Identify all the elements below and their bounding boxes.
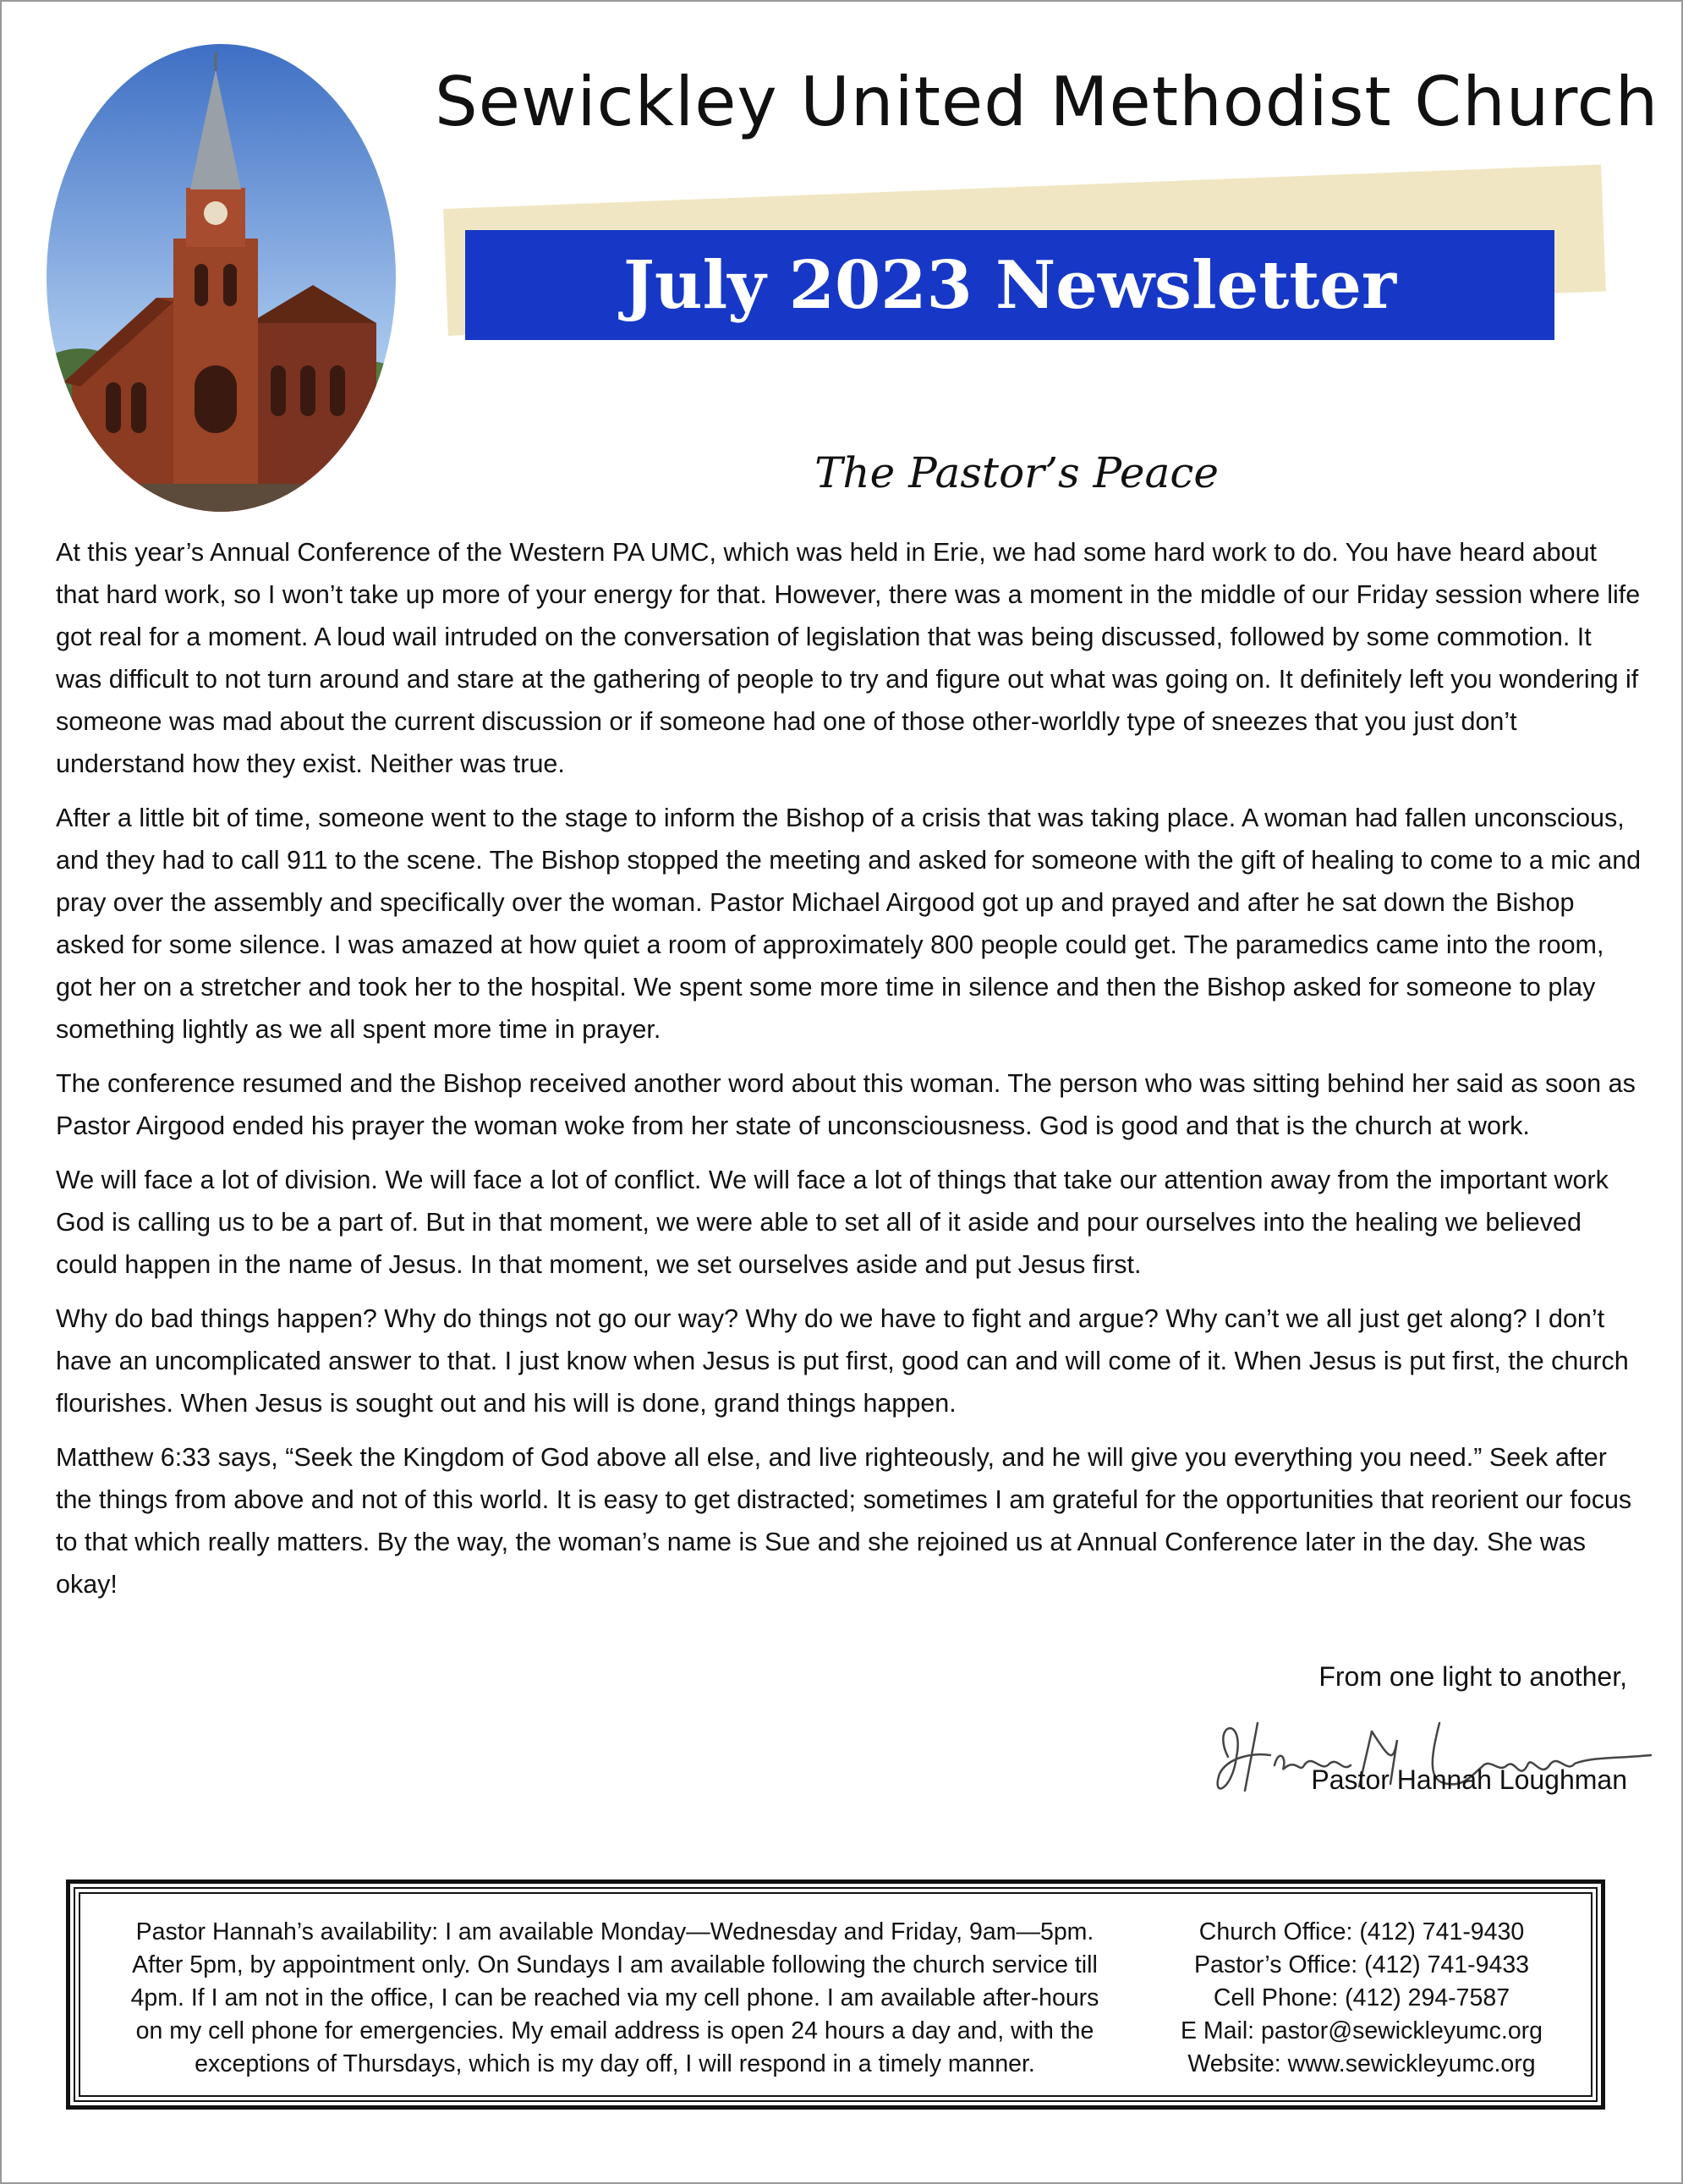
website-link[interactable]: Website: www.sewickleyumc.org [1187, 2050, 1536, 2077]
church-name: Sewickley United Methodist Church [435, 63, 1659, 141]
article-title: The Pastor’s Peace [814, 448, 1219, 497]
signer-name: Pastor Hannah Loughman [1311, 1764, 1627, 1795]
article-body [56, 531, 1642, 1617]
church-photo [47, 44, 396, 512]
newsletter-title: July 2023 Newsletter [623, 246, 1396, 324]
church-office-phone: Church Office: (412) 741-9430 [1198, 1918, 1525, 1945]
newsletter-title-banner [465, 230, 1554, 340]
availability-line: on my cell phone for emergencies. My email address is open 24 hours a day and, with the [135, 2017, 1094, 2044]
pastor-availability [99, 1916, 1131, 2081]
availability-line: exceptions of Thursdays, which is my day off, I will respond in a timely manner. [195, 2050, 1035, 2077]
article-paragraph: Matthew 6:33 says, “Seek the Kingdom of God above all else, and live righteously, and he will give you everything you need.” Seek after the things from above and not of this world. It is easy to get distracted; sometimes I am grateful for the opportunities that reorient our focus to that which really matters. By the way, the woman’s name is Sue and she rejoined us at Annual Conference later in the day. She was okay! [56, 1443, 1632, 1599]
availability-line: 4pm. If I am not in the office, I can be reached via my cell phone. I am available after-hours [130, 1984, 1099, 2011]
article-paragraph: After a little bit of time, someone went to the stage to inform the Bishop of a crisis that was taking place. A woman had fallen unconscious, and they had to call 911 to the scene. The Bishop stopped the meeting and asked for someone with the gift of healing to come to a mic and pray over the assembly and specifically over the woman. Pastor Michael Airgood got up and prayed and after he sat down the Bishop asked for some silence. I was amazed at how quiet a room of approximately 800 people could get. The paramedics came into the room, got her on a stretcher and took her to the hospital. We spent some more time in silence and then the Bishop asked for someone to play something lightly as we all spent more time in prayer. [56, 804, 1642, 1044]
availability-line: After 5pm, by appointment only. On Sundays I am available following the church service till [132, 1951, 1098, 1978]
closing-line: From one light to another, [1318, 1661, 1627, 1692]
article-paragraph: The conference resumed and the Bishop received another word about this woman. The person who was sitting behind her said as soon as Pastor Airgood ended his prayer the woman woke from her state of unconsciousness. God is good and that is the church at work. [56, 1069, 1636, 1140]
cell-phone: Cell Phone: (412) 294-7587 [1213, 1984, 1510, 2011]
article-paragraph: Why do bad things happen? Why do things not go our way? Why do we have to fight and argue? Why can’t we all just get along? I don’t have an uncomplicated answer to that. I just know when Jesus is put first, good can and will come of it. When Jesus is put first, the church flourishes. When Jesus is sought out and his will is done, grand things happen. [56, 1304, 1629, 1418]
pastor-office-phone: Pastor’s Office: (412) 741-9433 [1193, 1951, 1530, 1978]
article-paragraph: We will face a lot of division. We will face a lot of conflict. We will face a lot of things that take our attention away from the important work God is calling us to be a part of. But in that moment, we were able to set all of it aside and pour ourselves into the healing we believed could happen in the name of Jesus. In that moment, we set ourselves aside and put Jesus first. [56, 1166, 1609, 1279]
contact-list [1159, 1916, 1565, 2081]
contact-info-box [66, 1879, 1605, 2110]
info-box-border [74, 1887, 1598, 2102]
info-box-content [79, 1892, 1593, 2097]
email-address: E Mail: pastor@sewickleyumc.org [1180, 2017, 1543, 2044]
church-illustration [47, 44, 396, 512]
article-paragraph: At this year’s Annual Conference of the Western PA UMC, which was held in Erie, we had some hard work to do. You have heard about that hard work, so I won’t take up more of your energy for that. However, there was a moment in the middle of our Friday session where life got real for a moment. A loud wail intruded on the conversation of legislation that was being discussed, followed by some commotion. It was difficult to not turn around and stare at the gathering of people to try and figure out what was going on. It definitely left you wondering if someone was mad about the current discussion or if someone had one of those other-worldly type of sneezes that you just don’t understand how they exist. Neither was true. [56, 538, 1641, 778]
availability-line: Pastor Hannah’s availability: I am available Monday—Wednesday and Friday, 9am—5pm. [135, 1918, 1094, 1945]
